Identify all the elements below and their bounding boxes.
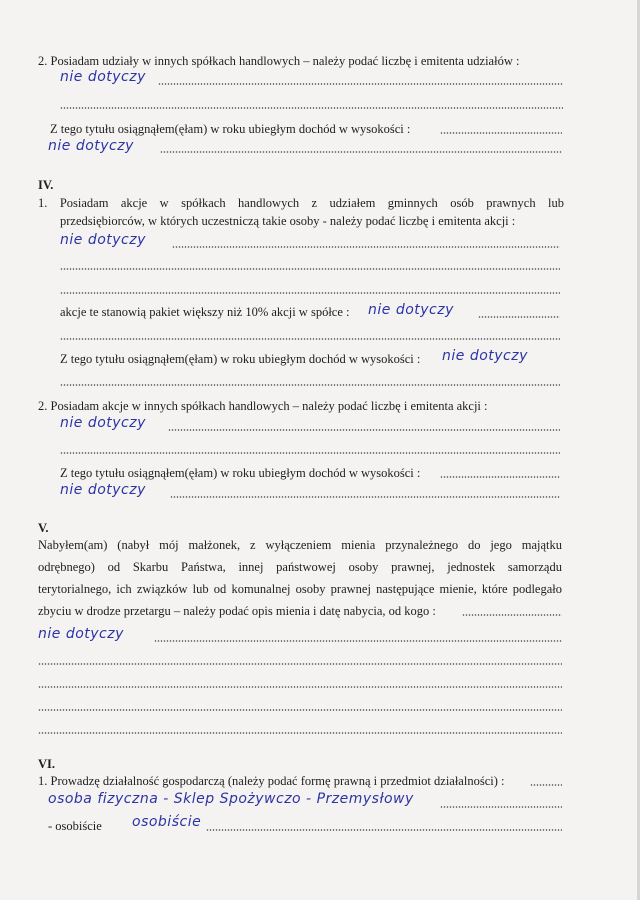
s4-item1-answer: nie dotyczy: [60, 232, 146, 248]
s5-line2: odrębnego) od Skarbu Państwa, innej państwowej osoby prawnej, jednostek samorządu: [38, 560, 562, 574]
s6-personal-text: - osobiście: [48, 819, 102, 833]
s3-item2-answer: nie dotyczy: [60, 69, 146, 85]
dotted-line: [60, 338, 560, 340]
s4-package-text: akcje te stanowią pakiet większy niż 10% akcji w spółce :: [60, 305, 350, 319]
dotted-line: [168, 429, 560, 431]
s5-answer: nie dotyczy: [38, 626, 124, 642]
s6-item1-answer: osoba fizyczna - Sklep Spożywczo - Przemysłowy: [48, 791, 414, 807]
s4-item2-text: 2. Posiadam akcje w innych spółkach handlowych – należy podać liczbę i emitenta akcji :: [38, 399, 488, 413]
dotted-line: [172, 246, 560, 248]
s4-item1-line2: przedsiębiorców, w których uczestniczą takie osoby - należy podać liczbę i emitenta akcji :: [60, 214, 516, 228]
s4-income2-text: Z tego tytułu osiągnąłem(ęłam) w roku ubiegłym dochód w wysokości :: [60, 466, 421, 480]
dotted-line: [462, 614, 562, 616]
s5-line4: zbyciu w drodze przetargu – należy podać opis mienia i datę nabycia, od kogo :: [38, 604, 436, 618]
dotted-line: [530, 784, 562, 786]
s4-income1-answer: nie dotyczy: [442, 348, 528, 364]
dotted-line: [160, 151, 562, 153]
s4-package-answer: nie dotyczy: [368, 302, 454, 318]
dotted-line: [158, 83, 563, 85]
dotted-line: [38, 663, 562, 665]
s4-income2-answer: nie dotyczy: [60, 482, 146, 498]
s6-item1-text: 1. Prowadzę działalność gospodarczą (należy podać formę prawną i przedmiot działalności) :: [38, 774, 505, 788]
dotted-line: [478, 316, 560, 318]
dotted-line: [206, 829, 562, 831]
dotted-line: [38, 732, 562, 734]
s5-line1: Nabyłem(am) (nabył mój małżonek, z wyłączeniem mienia przynależnego do jego majątku: [38, 538, 562, 552]
dotted-line: [60, 384, 560, 386]
s4-item2-answer: nie dotyczy: [60, 415, 146, 431]
s4-item1-line1: 1. Posiadam akcje w spółkach handlowych z udziałem gminnych osób prawnych lub: [38, 196, 564, 210]
dotted-line: [440, 132, 562, 134]
dotted-line: [60, 452, 560, 454]
s4-heading: IV.: [38, 178, 54, 192]
s3-item2-text: 2. Posiadam udziały w innych spółkach handlowych – należy podać liczbę i emitenta udziałów :: [38, 54, 520, 68]
dotted-line: [60, 292, 560, 294]
s6-personal-answer: osobiście: [132, 814, 202, 830]
s3-income-answer: nie dotyczy: [48, 138, 134, 154]
dotted-line: [60, 107, 563, 109]
dotted-line: [170, 496, 560, 498]
s3-income-text: Z tego tytułu osiągnąłem(ęłam) w roku ubiegłym dochód w wysokości :: [50, 122, 411, 136]
dotted-line: [440, 806, 562, 808]
dotted-line: [154, 640, 562, 642]
dotted-line: [440, 476, 560, 478]
s5-line3: terytorialnego, ich związków lub od komunalnej osoby prawnej następujące mienie, które podlegało: [38, 582, 562, 596]
s6-heading: VI.: [38, 757, 56, 771]
s5-heading: V.: [38, 521, 49, 535]
dotted-line: [38, 686, 562, 688]
s4-income1-text: Z tego tytułu osiągnąłem(ęłam) w roku ubiegłym dochód w wysokości :: [60, 352, 421, 366]
dotted-line: [60, 268, 560, 270]
dotted-line: [38, 709, 562, 711]
